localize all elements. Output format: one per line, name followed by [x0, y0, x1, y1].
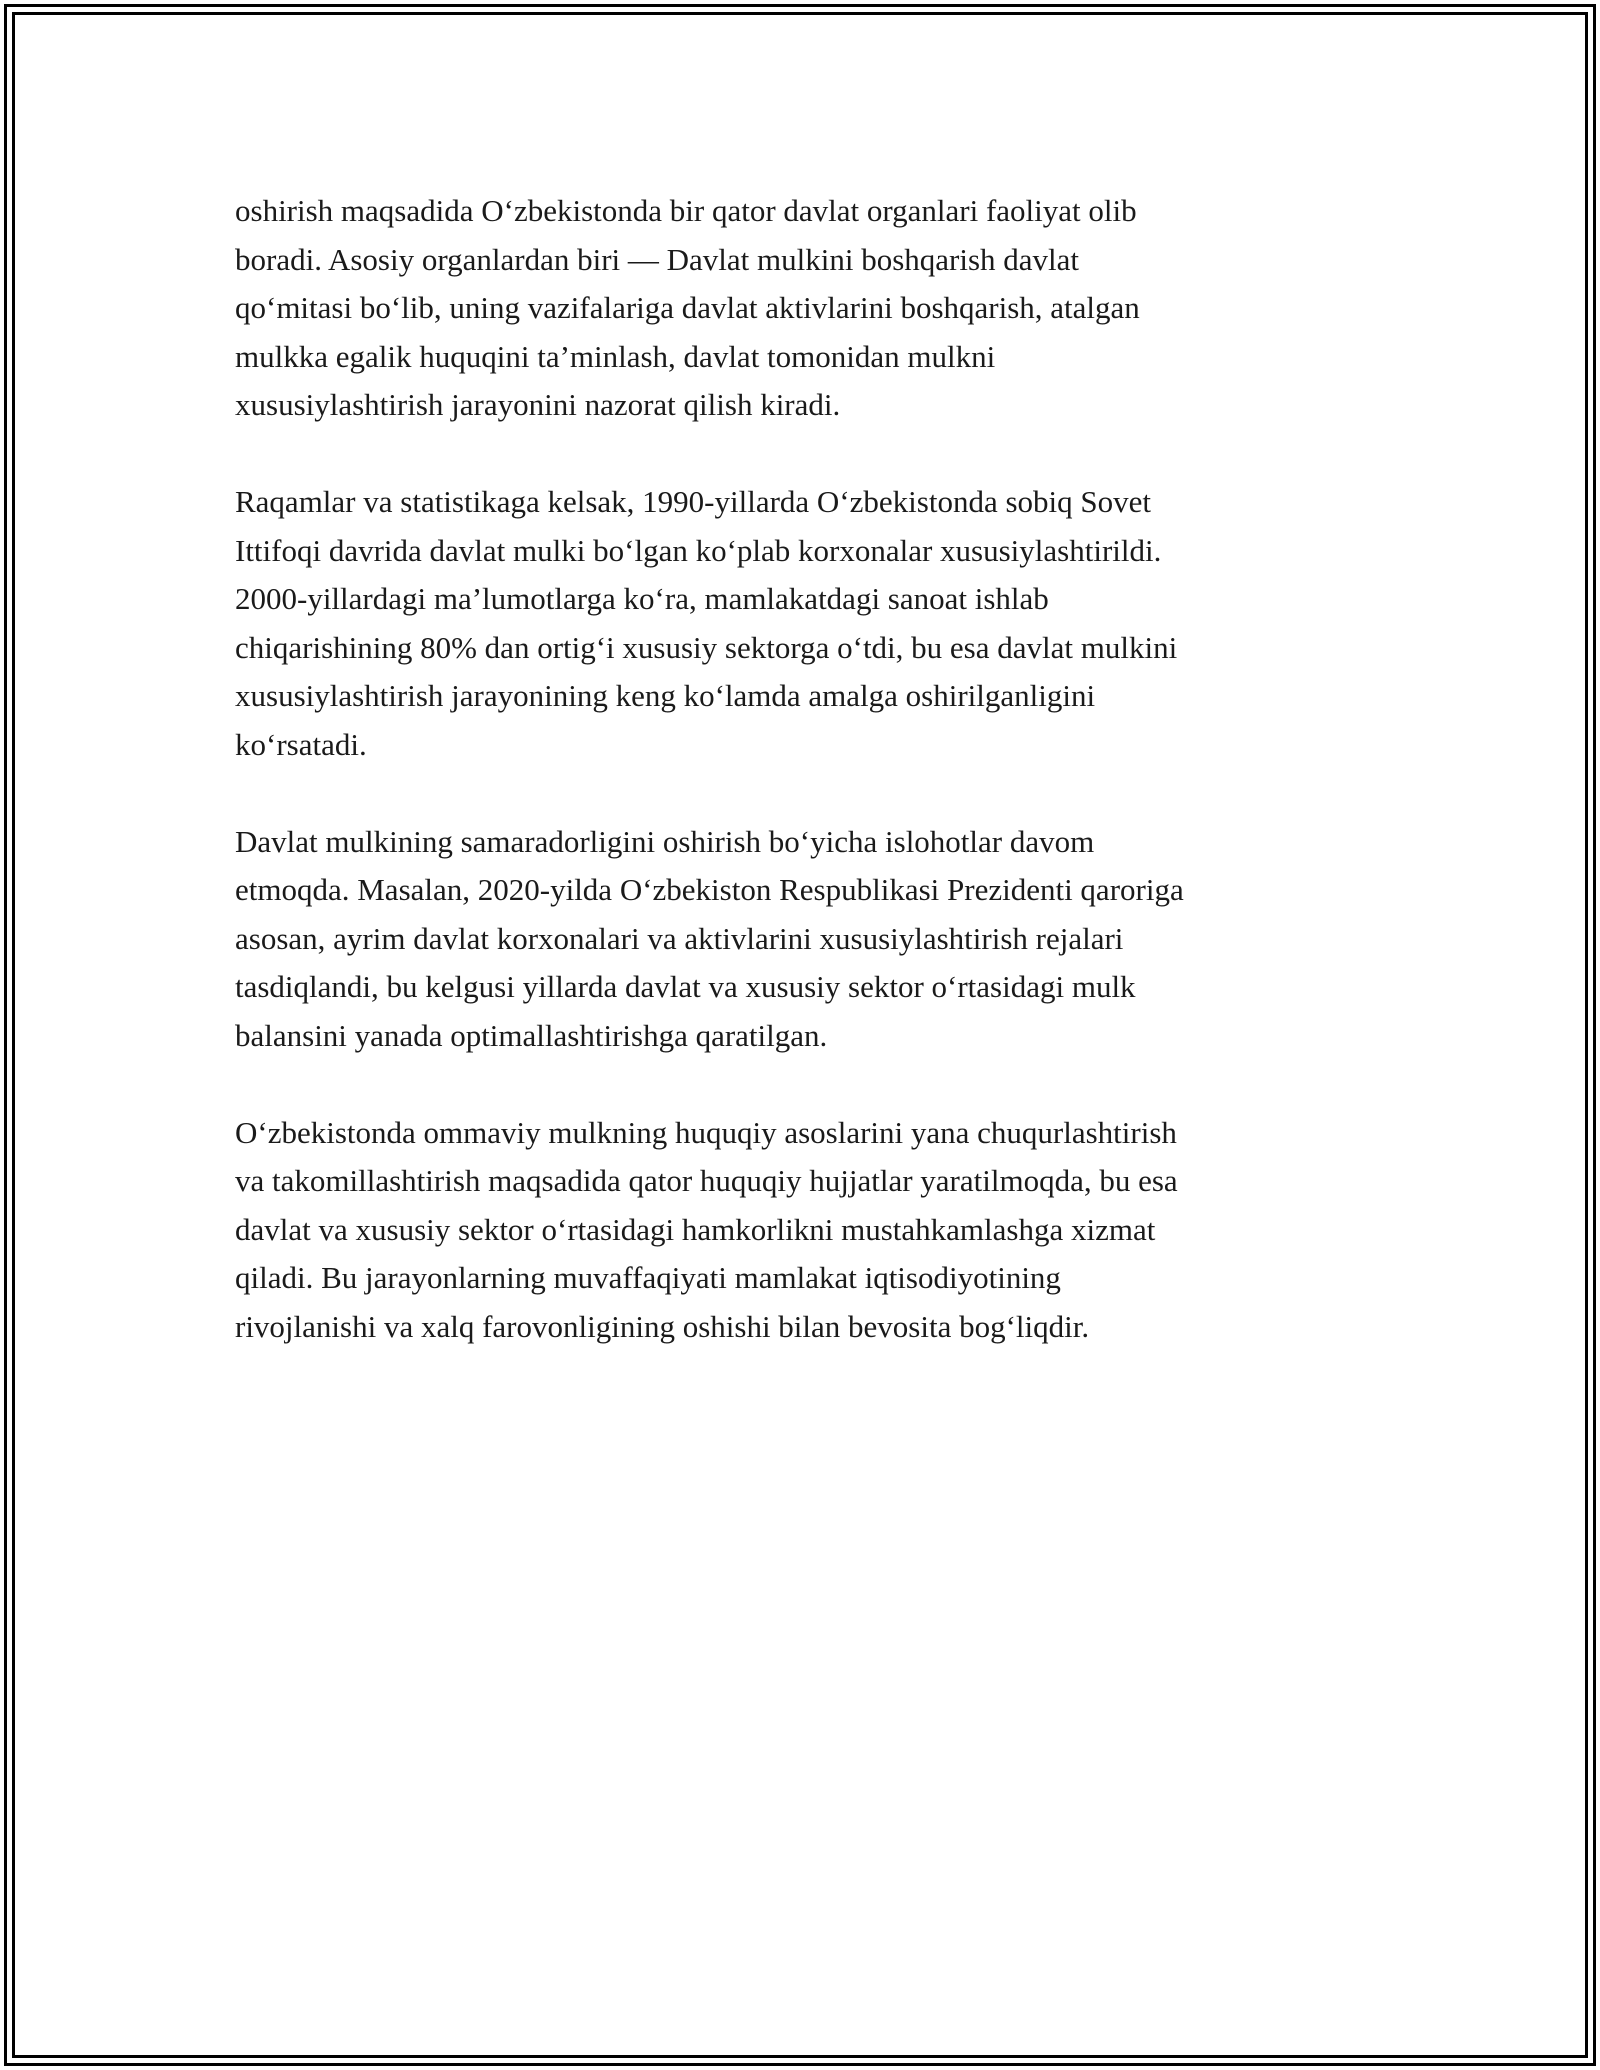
paragraph: O‘zbekistonda ommaviy mulkning huquqiy asoslarini yana chuqurlashtirish va takomillashtirish maqsadida qator huquqiy hujjatlar yaratilmoqda, bu esa davlat va xususiy sektor o‘rtasidagi hamkorlikni mustahkamlashga xizmat qiladi. Bu jarayonlarning muvaffaqiyati mamlakat iqtisodiyotining rivojlanishi va xalq farovonligining oshishi bilan bevosita bog‘liqdir. [235, 1114, 1178, 1344]
paragraph: Raqamlar va statistikaga kelsak, 1990-yillarda O‘zbekistonda sobiq Sovet Ittifoqi davrida davlat mulki bo‘lgan ko‘plab korxonalar xususiylashtirildi. 2000-yillardagi ma’lumotlarga ko‘ra, mamlakatdagi sanoat ishlab chiqarishining 80% dan ortig‘i xususiy sektorga o‘tdi, bu esa davlat mulkini xususiylashtirish jarayonining keng ko‘lamda amalga oshirilganligini ko‘rsatadi. [235, 484, 1178, 762]
paragraph: oshirish maqsadida O‘zbekistonda bir qator davlat organlari faoliyat olib boradi. Asosiy organlardan biri — Davlat mulkini boshqarish davlat qo‘mitasi bo‘lib, uning vazifalariga davlat aktivlarini boshqarish, atalgan mulkka egalik huquqini ta’minlash, davlat tomonidan mulkni xususiylashtirish jarayonini nazorat qilish kiradi. [235, 193, 1140, 422]
document-body [235, 187, 1375, 1400]
paragraph: Davlat mulkining samaradorligini oshirish bo‘yicha islohotlar davom etmoqda. Masalan, 2020-yilda O‘zbekiston Respublikasi Prezidenti qaroriga asosan, ayrim davlat korxonalari va aktivlarini xususiylashtirish rejalari tasdiqlandi, bu kelgusi yillarda davlat va xususiy sektor o‘rtasidagi mulk balansini yanada optimallashtirishga qaratilgan. [235, 823, 1184, 1053]
